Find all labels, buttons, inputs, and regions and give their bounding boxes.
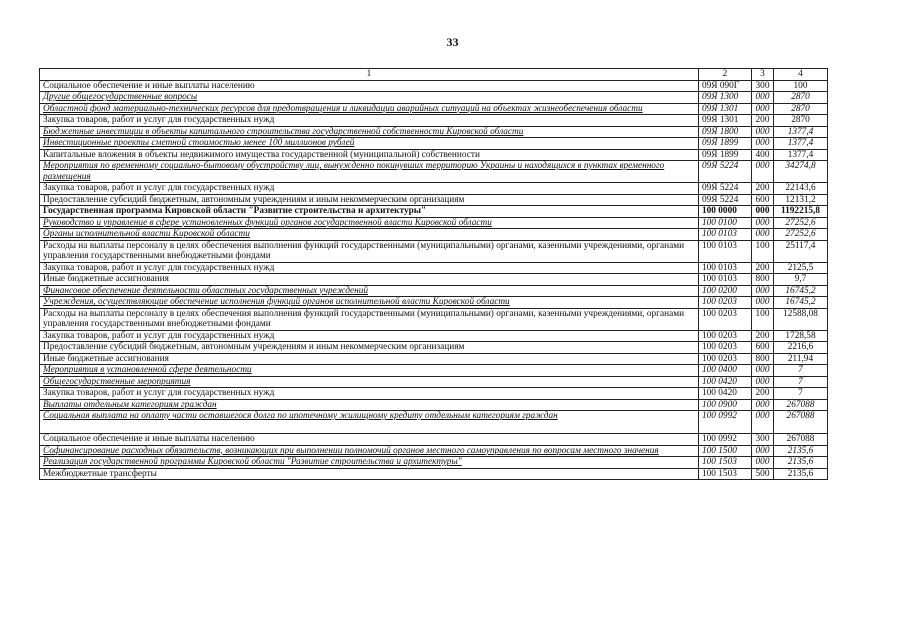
- row-amount: 267088: [774, 411, 828, 434]
- row-code: 100 0203: [699, 308, 752, 330]
- row-code: 100 0400: [699, 365, 752, 377]
- row-expense-type: 200: [752, 388, 774, 400]
- row-name: Капитальные вложения в объекты недвижимого имущества государственной (муниципальной) собственности: [43, 149, 480, 160]
- row-amount: 7: [774, 376, 828, 388]
- row-name: Областной фонд материально-технических ресурсов для предотвращения и ликвидации аварийных ситуаций на объектах жизнеобеспечения области: [43, 103, 643, 114]
- row-code: 100 0203: [699, 330, 752, 342]
- table-row: [40, 468, 828, 480]
- row-name-cell: [40, 434, 699, 446]
- row-name: Органы исполнительной власти Кировской области: [43, 229, 250, 239]
- row-name: Иные бюджетные ассигнования: [43, 353, 169, 364]
- row-name-cell: [40, 138, 699, 150]
- row-name: Закупка товаров, работ и услуг для государственных нужд: [43, 183, 275, 193]
- row-expense-type: 000: [752, 138, 774, 150]
- row-expense-type: 100: [752, 308, 774, 330]
- row-amount: 12588,08: [774, 308, 828, 330]
- table-row: [40, 399, 828, 411]
- row-name: Мероприятия по временному социально-бытовому обустройству лиц, вынужденно покинувших территорию Украины и находящихся в пунктах временного размещения: [43, 161, 665, 182]
- row-code: 100 1500: [699, 445, 752, 457]
- row-amount: 1377,4: [774, 138, 828, 150]
- row-name: Государственная программа Кировской области "Развитие строительства и архитектуры": [43, 206, 427, 216]
- table-row: [40, 262, 828, 274]
- row-name-cell: [40, 468, 699, 480]
- row-name-cell: [40, 126, 699, 138]
- row-name-cell: [40, 217, 699, 229]
- row-name: Другие общегосударственные вопросы: [43, 92, 198, 102]
- row-expense-type: 200: [752, 330, 774, 342]
- row-code: 09Я 1899: [699, 138, 752, 150]
- row-name: Расходы на выплаты персоналу в целях обеспечения выполнения функций государственными (муниципальными) органами, казенными учреждениями, органами управления государственными внебюджетными фондами: [43, 240, 685, 261]
- row-expense-type: 800: [752, 274, 774, 286]
- row-name-cell: [40, 457, 699, 469]
- row-name-cell: [40, 365, 699, 377]
- row-amount: 7: [774, 365, 828, 377]
- row-amount: 2125,5: [774, 262, 828, 274]
- row-expense-type: 000: [752, 92, 774, 104]
- row-name-cell: [40, 149, 699, 161]
- table-row: [40, 274, 828, 286]
- row-amount: 267088: [774, 399, 828, 411]
- row-code: 100 0992: [699, 434, 752, 446]
- row-amount: 2870: [774, 92, 828, 104]
- row-expense-type: 000: [752, 365, 774, 377]
- table-row: [40, 457, 828, 469]
- header-col-2: 2: [699, 69, 752, 81]
- row-code: 100 0103: [699, 240, 752, 262]
- row-code: 09Я 1301: [699, 103, 752, 115]
- row-name: Закупка товаров, работ и услуг для государственных нужд: [43, 330, 275, 341]
- row-expense-type: 000: [752, 126, 774, 138]
- row-expense-type: 800: [752, 353, 774, 365]
- table-row: [40, 194, 828, 206]
- row-name: Инвестиционные проекты сметной стоимостью менее 100 миллионов рублей: [43, 138, 355, 148]
- row-amount: 267088: [774, 434, 828, 446]
- row-name-cell: [40, 262, 699, 274]
- table-row: [40, 365, 828, 377]
- row-name: Закупка товаров, работ и услуг для государственных нужд: [43, 388, 275, 398]
- row-expense-type: 200: [752, 183, 774, 195]
- row-name: Учреждения, осуществляющие обеспечение исполнения функций органов исполнительной власти Кировской области: [43, 297, 510, 307]
- row-expense-type: 400: [752, 149, 774, 161]
- row-expense-type: 000: [752, 161, 774, 183]
- row-code: 100 0900: [699, 399, 752, 411]
- row-name-cell: [40, 183, 699, 195]
- table-row: [40, 115, 828, 127]
- row-name: Социальное обеспечение и иные выплаты населению: [43, 80, 255, 91]
- table-row: [40, 80, 828, 92]
- row-name-cell: [40, 274, 699, 286]
- row-name-cell: [40, 342, 699, 354]
- row-name-cell: [40, 194, 699, 206]
- table-row: [40, 217, 828, 229]
- row-name: Софинансирование расходных обязательств, возникающих при выполнении полномочий органов местного самоуправления по вопросам местного значения: [43, 445, 659, 456]
- row-name-cell: [40, 399, 699, 411]
- row-code: 09Я 090Г: [699, 80, 752, 92]
- row-amount: 2135,6: [774, 445, 828, 457]
- row-amount: 2135,6: [774, 468, 828, 480]
- row-name-cell: [40, 240, 699, 262]
- row-code: 100 1503: [699, 457, 752, 469]
- row-expense-type: 000: [752, 297, 774, 309]
- row-name-cell: [40, 115, 699, 127]
- row-expense-type: 600: [752, 342, 774, 354]
- row-expense-type: 200: [752, 115, 774, 127]
- row-amount: 22143,6: [774, 183, 828, 195]
- budget-table: [39, 68, 828, 480]
- row-name: Бюджетные инвестиции в объекты капитального строительства государственной собственности Кировской области: [43, 126, 524, 137]
- table-row: [40, 297, 828, 309]
- row-name: Закупка товаров, работ и услуг для государственных нужд: [43, 262, 275, 273]
- row-expense-type: 600: [752, 194, 774, 206]
- row-expense-type: 000: [752, 376, 774, 388]
- table-row: [40, 445, 828, 457]
- header-col-1: 1: [40, 69, 699, 81]
- row-name-cell: [40, 376, 699, 388]
- row-name-cell: [40, 229, 699, 241]
- row-name-cell: [40, 445, 699, 457]
- table-header-row: [40, 69, 828, 81]
- row-name-cell: [40, 411, 699, 434]
- row-name-cell: [40, 285, 699, 297]
- table-row: [40, 103, 828, 115]
- row-name: Реализация государственной программы Кировской области "Развитие строительства и архитектуры": [43, 457, 462, 467]
- table-row: [40, 353, 828, 365]
- table-row: [40, 308, 828, 330]
- row-name: Иные бюджетные ассигнования: [43, 274, 169, 284]
- row-name: Межбюджетные трансферты: [43, 468, 157, 479]
- row-expense-type: 300: [752, 434, 774, 446]
- table-row: [40, 411, 828, 434]
- row-code: 100 0992: [699, 411, 752, 434]
- table-row: [40, 206, 828, 218]
- table-row: [40, 240, 828, 262]
- row-code: 100 0103: [699, 262, 752, 274]
- row-name: Предоставление субсидий бюджетным, автономным учреждениям и иным некоммерческим организациям: [43, 194, 465, 205]
- row-amount: 2216,6: [774, 342, 828, 354]
- row-amount: 12131,2: [774, 194, 828, 206]
- row-name: Социальная выплата на оплату части оставшегося долга по ипотечному жилищному кредиту отдельным категориям граждан: [43, 411, 558, 421]
- row-amount: 2870: [774, 103, 828, 115]
- row-name-cell: [40, 206, 699, 218]
- row-code: 09Я 1300: [699, 92, 752, 104]
- row-expense-type: 000: [752, 411, 774, 434]
- row-code: 100 0000: [699, 206, 752, 218]
- row-expense-type: 200: [752, 262, 774, 274]
- row-code: 100 0200: [699, 285, 752, 297]
- row-code: 09Я 1899: [699, 149, 752, 161]
- row-name: Социальное обеспечение и иные выплаты населению: [43, 434, 255, 444]
- row-name-cell: [40, 388, 699, 400]
- header-col-3: 3: [752, 69, 774, 81]
- row-name: Общегосударственные мероприятия: [43, 376, 191, 387]
- row-amount: 1728,58: [774, 330, 828, 342]
- row-name-cell: [40, 308, 699, 330]
- table-row: [40, 388, 828, 400]
- row-amount: 34274,8: [774, 161, 828, 183]
- row-name: Предоставление субсидий бюджетным, автономным учреждениям и иным некоммерческим организациям: [43, 342, 465, 352]
- row-amount: 7: [774, 388, 828, 400]
- row-name: Финансовое обеспечение деятельности областных государственных учреждений: [43, 285, 369, 296]
- row-name: Выплаты отдельным категориям граждан: [43, 399, 217, 410]
- row-amount: 16745,2: [774, 297, 828, 309]
- row-expense-type: 000: [752, 399, 774, 411]
- row-amount: 27252,6: [774, 229, 828, 241]
- row-amount: 25117,4: [774, 240, 828, 262]
- header-col-4: 4: [774, 69, 828, 81]
- table-row: [40, 161, 828, 183]
- row-expense-type: 000: [752, 206, 774, 218]
- row-code: 100 0420: [699, 376, 752, 388]
- row-code: 100 1503: [699, 468, 752, 480]
- row-amount: 2870: [774, 115, 828, 127]
- row-name-cell: [40, 80, 699, 92]
- row-amount: 1377,4: [774, 126, 828, 138]
- row-amount: 1192215,8: [774, 206, 828, 218]
- row-name: Мероприятия в установленной сфере деятельности: [43, 365, 252, 375]
- table-row: [40, 92, 828, 104]
- row-name: Расходы на выплаты персоналу в целях обеспечения выполнения функций государственными (муниципальными) органами, казенными учреждениями, органами управления государственными внебюджетными фондами: [43, 308, 685, 329]
- row-code: 100 0420: [699, 388, 752, 400]
- row-amount: 100: [774, 80, 828, 92]
- row-expense-type: 000: [752, 445, 774, 457]
- row-code: 09Я 1301: [699, 115, 752, 127]
- row-code: 100 0103: [699, 274, 752, 286]
- row-expense-type: 100: [752, 240, 774, 262]
- row-name: Закупка товаров, работ и услуг для государственных нужд: [43, 115, 275, 125]
- row-amount: 16745,2: [774, 285, 828, 297]
- table-row: [40, 183, 828, 195]
- row-expense-type: 000: [752, 103, 774, 115]
- table-row: [40, 285, 828, 297]
- row-name-cell: [40, 92, 699, 104]
- table-row: [40, 126, 828, 138]
- row-expense-type: 000: [752, 217, 774, 229]
- row-code: 100 0103: [699, 229, 752, 241]
- row-name-cell: [40, 330, 699, 342]
- row-code: 100 0100: [699, 217, 752, 229]
- row-amount: 2135,6: [774, 457, 828, 469]
- row-expense-type: 500: [752, 468, 774, 480]
- row-expense-type: 000: [752, 285, 774, 297]
- row-code: 09Я 1800: [699, 126, 752, 138]
- row-name-cell: [40, 103, 699, 115]
- row-amount: 9,7: [774, 274, 828, 286]
- row-name-cell: [40, 297, 699, 309]
- table-row: [40, 149, 828, 161]
- row-amount: 211,94: [774, 353, 828, 365]
- row-code: 100 0203: [699, 297, 752, 309]
- table-row: [40, 376, 828, 388]
- row-expense-type: 000: [752, 229, 774, 241]
- table-row: [40, 138, 828, 150]
- page-number: 33: [446, 35, 459, 49]
- row-amount: 27252,6: [774, 217, 828, 229]
- row-name-cell: [40, 353, 699, 365]
- row-code: 09Я 5224: [699, 183, 752, 195]
- table-row: [40, 330, 828, 342]
- table-row: [40, 342, 828, 354]
- row-amount: 1377,4: [774, 149, 828, 161]
- row-name-cell: [40, 161, 699, 183]
- row-expense-type: 000: [752, 457, 774, 469]
- row-code: 09Я 5224: [699, 161, 752, 183]
- row-name: Руководство и управление в сфере установленных функций органов государственной власти Кировской области: [43, 217, 492, 228]
- table-row: [40, 229, 828, 241]
- row-code: 09Я 5224: [699, 194, 752, 206]
- table-row: [40, 434, 828, 446]
- row-code: 100 0203: [699, 353, 752, 365]
- row-code: 100 0203: [699, 342, 752, 354]
- row-expense-type: 300: [752, 80, 774, 92]
